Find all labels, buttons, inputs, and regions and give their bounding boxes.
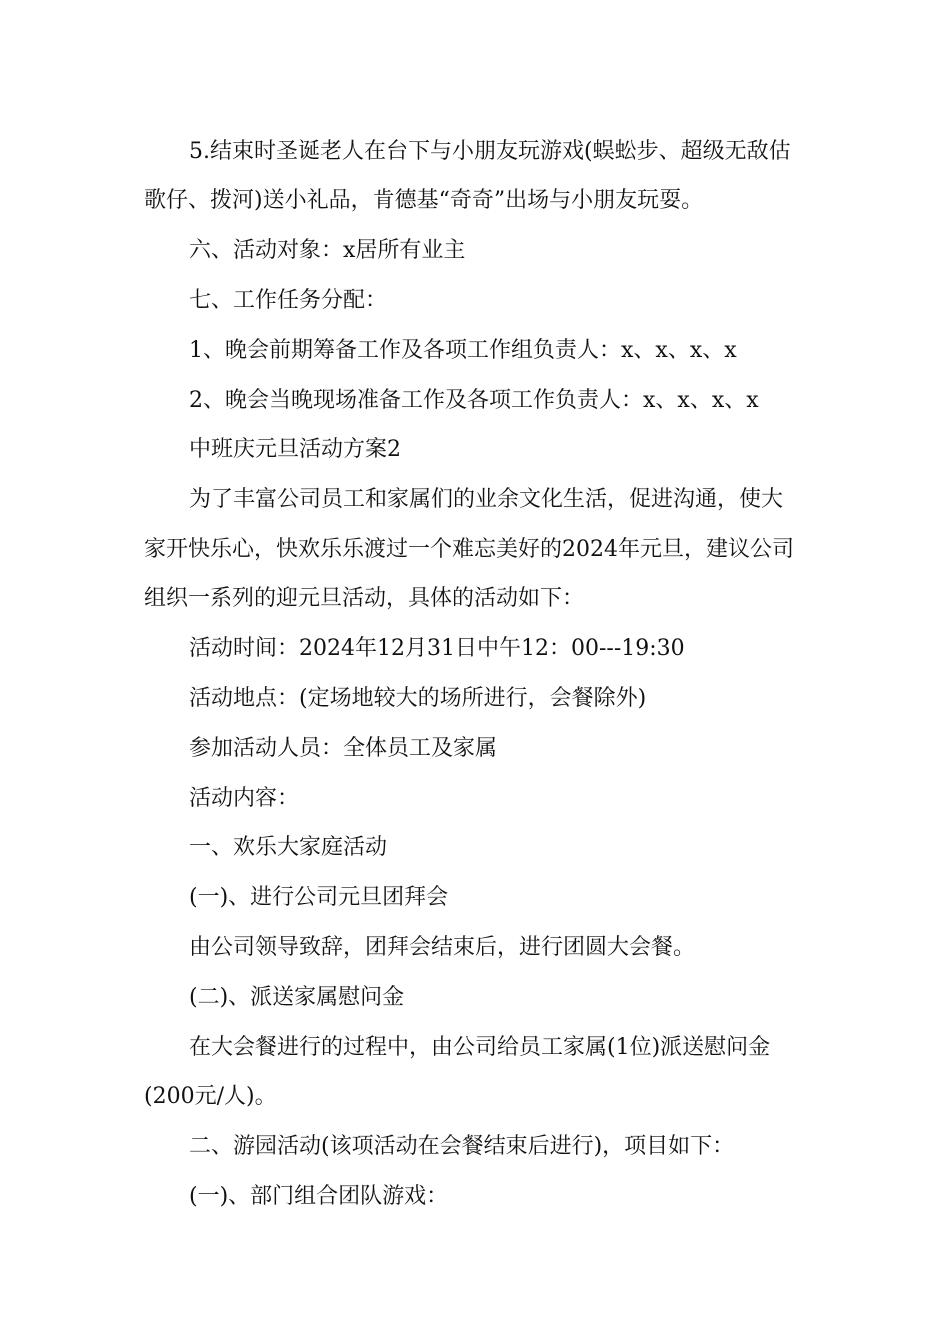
task-item-2: 2、晚会当晚现场准备工作及各项工作负责人：x、x、x、x: [189, 388, 759, 413]
intro-paragraph-line-1: 为了丰富公司员工和家属们的业余文化生活，促进沟通，使大: [189, 487, 784, 512]
subsection-one-two: (二)、派送家属慰问金: [189, 985, 405, 1010]
section-heading-seven: 七、工作任务分配：: [189, 288, 388, 313]
activity-content-heading: 活动内容：: [189, 786, 300, 811]
intro-paragraph-line-2: 家开快乐心，快欢乐乐渡过一个难忘美好的2024年元旦，建议公司: [144, 537, 794, 562]
paragraph-item-5-line-1: 5.结束时圣诞老人在台下与小朋友玩游戏(蜈蚣步、超级无敌估: [189, 139, 791, 164]
task-item-1: 1、晚会前期筹备工作及各项工作组负责人：x、x、x、x: [189, 338, 737, 363]
section-heading-six: 六、活动对象：x居所有业主: [189, 238, 466, 263]
activity-time: 活动时间：2024年12月31日中午12：00---19:30: [189, 636, 685, 661]
subsection-one-one-body: 由公司领导致辞，团拜会结束后，进行团圆大会餐。: [189, 935, 696, 960]
subsection-one-one: (一)、进行公司元旦团拜会: [189, 885, 449, 910]
subsection-two-one: (一)、部门组合团队游戏：: [189, 1184, 449, 1209]
content-section-two: 二、游园活动(该项活动在会餐结束后进行)，项目如下：: [189, 1134, 735, 1159]
subsection-one-two-body-line-2: (200元/人)。: [144, 1084, 277, 1109]
paragraph-item-5-line-2: 歌仔、拨河)送小礼品，肯德基“奇奇”出场与小朋友玩耍。: [144, 188, 704, 213]
content-section-one: 一、欢乐大家庭活动: [189, 835, 388, 860]
activity-location: 活动地点：(定场地较大的场所进行，会餐除外): [189, 686, 647, 711]
subsection-one-two-body-line-1: 在大会餐进行的过程中，由公司给员工家属(1位)派送慰问金: [189, 1035, 771, 1060]
plan-title-2: 中班庆元旦活动方案2: [189, 437, 401, 462]
activity-participants: 参加活动人员：全体员工及家属: [189, 736, 498, 761]
intro-paragraph-line-3: 组织一系列的迎元旦活动，具体的活动如下：: [144, 586, 585, 611]
